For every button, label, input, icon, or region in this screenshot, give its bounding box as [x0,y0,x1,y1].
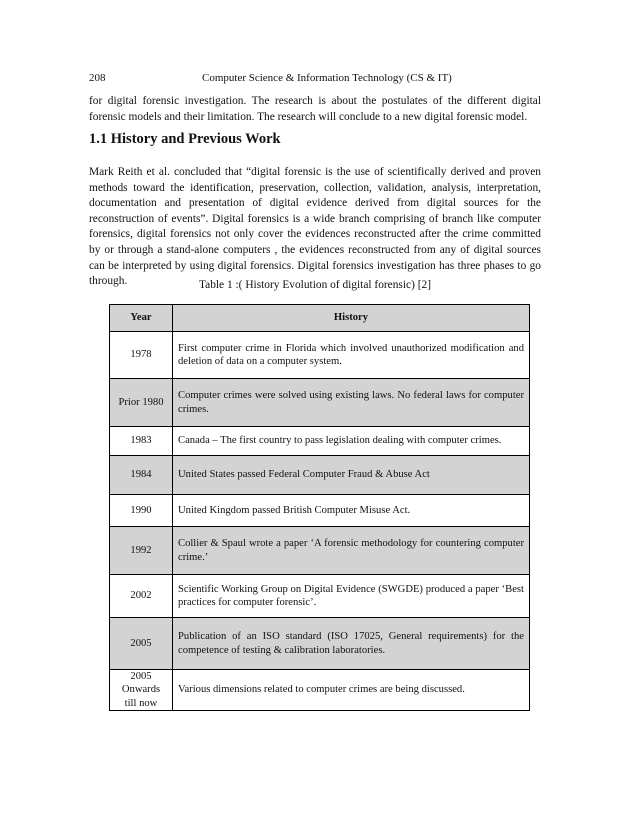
table-header-row [110,305,530,332]
table-row [110,575,530,618]
year-cell: 2005 Onwards till now [110,670,173,711]
running-header [89,72,541,88]
table-row [110,495,530,527]
table-row [110,456,530,495]
journal-title: Computer Science & Information Technology (CS & IT) [202,72,452,84]
year-cell: 1978 [110,332,173,379]
history-table [109,304,530,711]
year-cell: 1992 [110,527,173,575]
column-header-year: Year [110,305,173,332]
history-cell: United Kingdom passed British Computer Misuse Act. [173,495,530,527]
history-cell: Computer crimes were solved using existing laws. No federal laws for computer crimes. [173,379,530,427]
history-cell: Publication of an ISO standard (ISO 17025, General requirements) for the competence of testing & calibration laboratories. [173,618,530,670]
section-heading: 1.1 History and Previous Work [89,131,281,147]
year-cell: 2002 [110,575,173,618]
table-row [110,379,530,427]
table-row [110,618,530,670]
year-cell: 1990 [110,495,173,527]
year-cell: 1983 [110,427,173,456]
history-cell: Scientific Working Group on Digital Evidence (SWGDE) produced a paper ‘Best practices for computer forensic’. [173,575,530,618]
history-cell: United States passed Federal Computer Fraud & Abuse Act [173,456,530,495]
paragraph-intro: for digital forensic investigation. The research is about the postulates of the different digital forensic models and their limitation. The research will conclude to a new digital forensic model. [89,95,541,123]
page-number: 208 [89,72,106,84]
table-row [110,427,530,456]
history-cell: Canada – The first country to pass legislation dealing with computer crimes. [173,427,530,456]
table-row [110,670,530,711]
history-cell: Various dimensions related to computer crimes are being discussed. [173,670,530,711]
year-cell: 2005 [110,618,173,670]
table-row [110,527,530,575]
table-caption: Table 1 :( History Evolution of digital forensic) [2] [198,279,432,291]
history-cell: First computer crime in Florida which involved unauthorized modification and deletion of data on a computer system. [173,332,530,379]
paragraph-history: Mark Reith et al. concluded that “digital forensic is the use of scientifically derived and proven methods toward the identification, preservation, collection, validation, analysis, interpretation, documentation and presentation of digital evidence derived from digital sources for the reconstruction of events”. Digital forensics is a wide branch comprising of branch like computer forensics, digital forensics not only cover the evidences reconstructed after the crime committed by or through a stand-alone computers , the evidences reconstructed from any of digital sources can be interpreted by using digital forensics. Digital forensics investigation has three phases to go through. [89,166,541,288]
year-cell: 1984 [110,456,173,495]
year-cell: Prior 1980 [110,379,173,427]
history-cell: Collier & Spaul wrote a paper ‘A forensic methodology for countering computer crime.’ [173,527,530,575]
column-header-history: History [173,305,530,332]
table-row [110,332,530,379]
